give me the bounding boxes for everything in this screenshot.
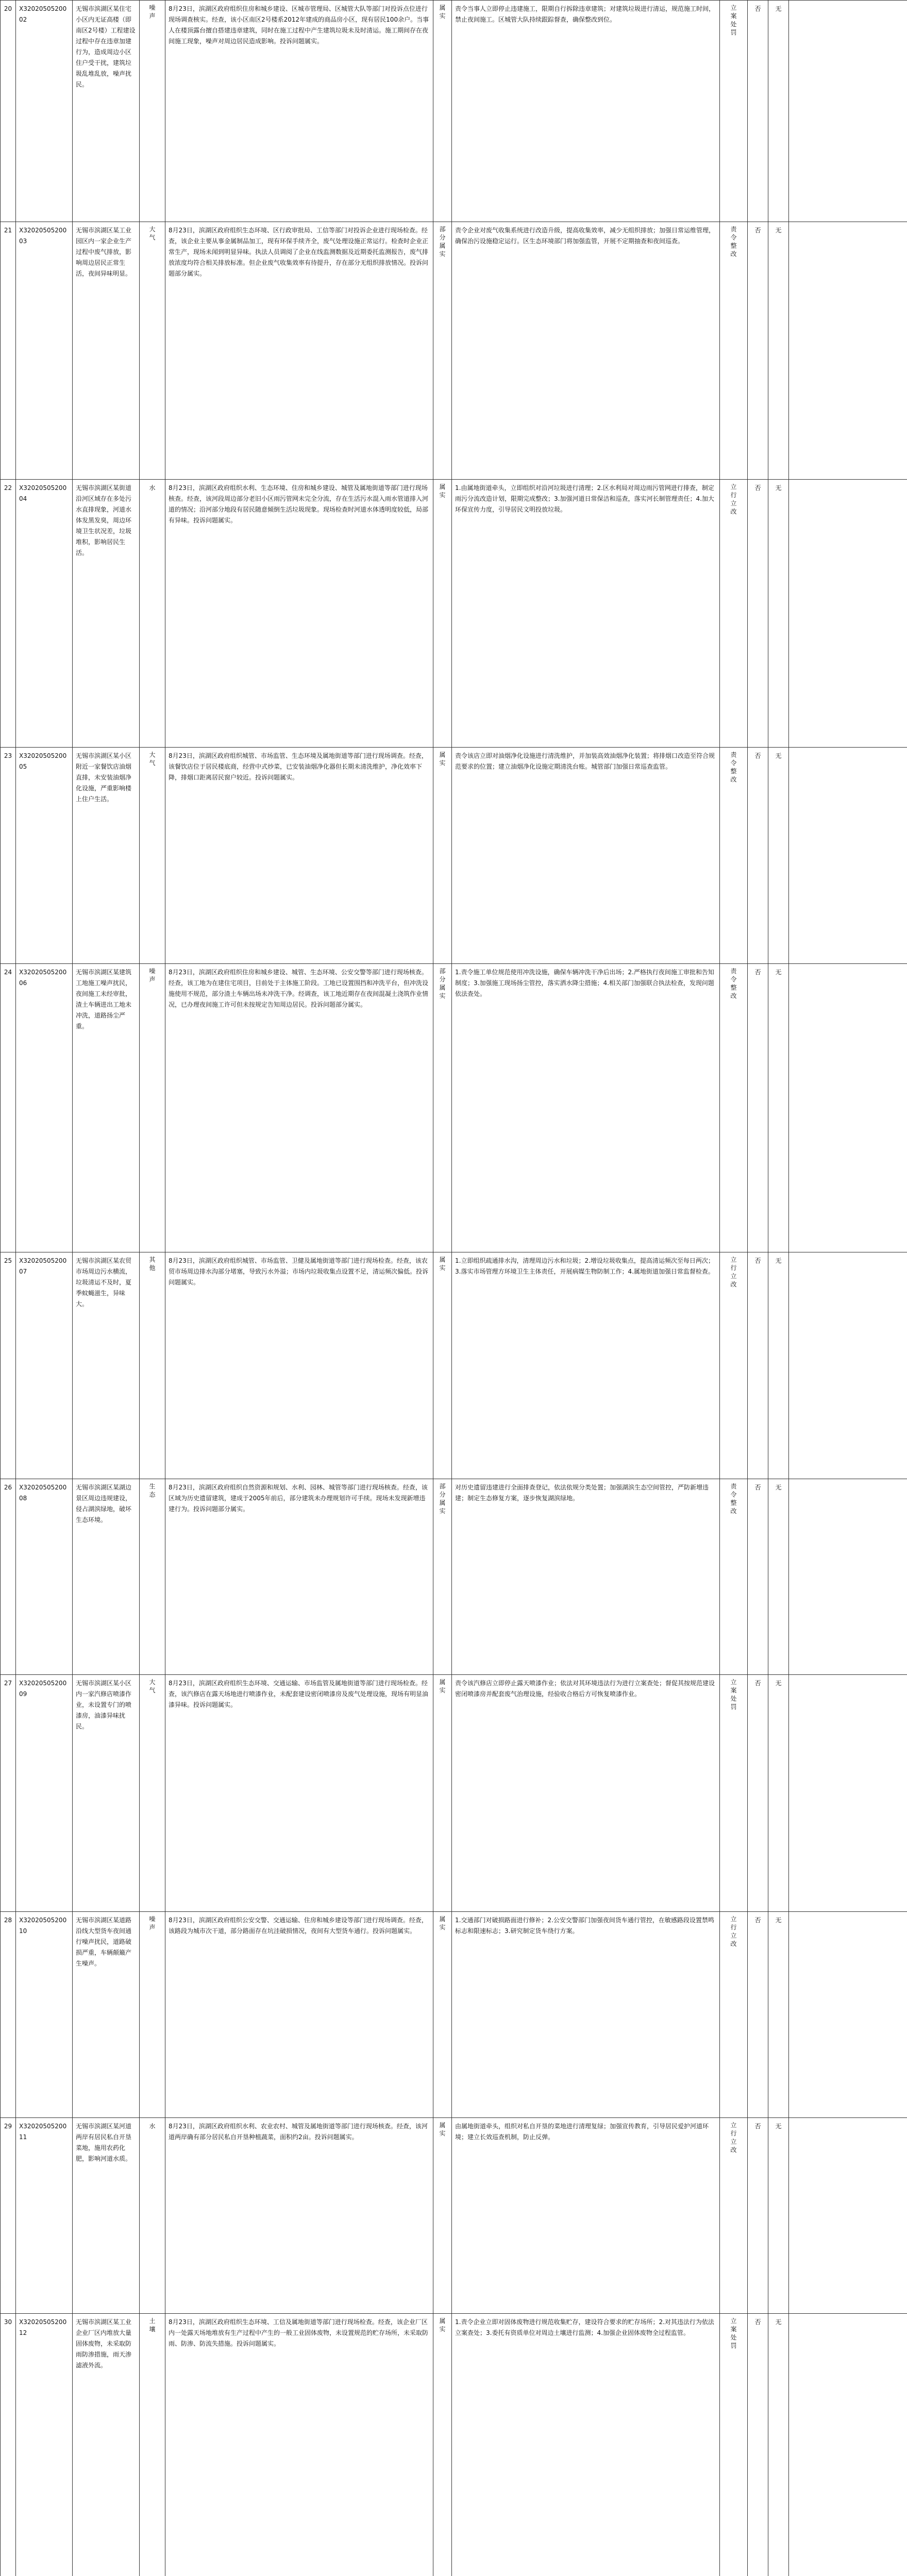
- accountability-flag-text: 否: [754, 752, 761, 759]
- accountability-flag: [748, 1675, 768, 1912]
- complaint-summary-text: 无锡市滨湖区某街道沿河区域存在多处污水直排现象，河道水体发黑发臭，周边环境卫生状况差，垃圾堆积，影响居民生活。: [76, 484, 132, 556]
- enforcement-status: [720, 2314, 748, 2576]
- verification-result: [433, 222, 452, 480]
- verification-detail-text: 8月23日，滨湖区政府组织自然资源和规划、水利、园林、城管等部门进行现场核查。经查，该区域为历史遗留建筑，建成于2005年前后，部分建筑未办理规划许可手续。现场未发现新增违建行为。投诉问题部分属实。: [169, 1484, 428, 1513]
- row-index-text: 26: [4, 1484, 12, 1491]
- complaint-summary: [73, 1912, 140, 2118]
- handling-measure: [452, 1252, 720, 1479]
- complaint-summary-text: 无锡市滨湖区某小区内一家汽修店喷漆作业，未设置专门的喷漆房，油漆异味扰民。: [76, 1680, 132, 1730]
- accountability-flag: [748, 964, 768, 1252]
- verification-detail-text: 8月23日，滨湖区政府组织城管、市场监管、卫健及属地街道等部门进行现场检查。经查，该农贸市场周边排水沟部分堵塞，导致污水外溢；市场内垃圾收集点设置不足，清运频次偏低。投诉问题属实。: [169, 1257, 429, 1286]
- verification-result: [433, 480, 452, 748]
- handling-measure: [452, 1675, 720, 1912]
- empty-cell: [789, 480, 907, 748]
- complaint-summary-text: 无锡市滨湖区某农贸市场周边污水横流，垃圾清运不及时，夏季蚊蝇滋生，异味大。: [76, 1257, 132, 1308]
- enforcement-status: [720, 1912, 748, 2118]
- complaint-summary: [73, 2118, 140, 2314]
- enforcement-status-text: 责令整改: [730, 226, 737, 258]
- handling-measure-text: 1.责令企业立即对固体废物进行规范收集贮存，建设符合要求的贮存场所；2.对其违法行为依法立案查处；3.委托有资质单位对周边土壤进行监测；4.加强企业固体废物全过程监管。: [455, 2318, 714, 2336]
- handling-measure: [452, 964, 720, 1252]
- pollution-type: [140, 748, 165, 964]
- complaint-code: [16, 1479, 73, 1675]
- handling-measure-text: 责令企业对废气收集系统进行改造升级，提高收集效率，减少无组织排放；加强日常运维管理，确保治污设施稳定运行。区生态环境部门将加强监管，开展不定期抽查和夜间巡查。: [455, 227, 715, 245]
- pollution-type: [140, 2118, 165, 2314]
- verification-result: [433, 964, 452, 1252]
- empty-cell: [789, 1675, 907, 1912]
- verification-detail-text: 8月23日，滨湖区政府组织住房和城乡建设、城管、生态环境、公安交警等部门进行现场核查。经查，该工地为在建住宅项目，目前处于主体施工阶段。工地已设置围挡和冲洗平台，但冲洗设施使用不规范，部分渣土车辆出场未冲洗干净。经调查，该工地近期存在夜间混凝土浇筑作业情况，已办理夜间施工许可但未按规定告知周边居民。投诉问题部分属实。: [169, 969, 429, 1008]
- accountability-flag-text: 否: [754, 2123, 761, 2130]
- verification-result-text: 属实: [439, 2317, 446, 2333]
- row-index-text: 27: [4, 1680, 12, 1687]
- pollution-type: [140, 964, 165, 1252]
- empty-cell: [789, 2314, 907, 2576]
- remark-text: 无: [775, 1917, 782, 1924]
- verification-detail: [165, 2118, 433, 2314]
- handling-measure: [452, 1912, 720, 2118]
- pollution-type: [140, 1675, 165, 1912]
- verification-detail-text: 8月23日，滨湖区政府组织生态环境、工信及属地街道等部门进行现场检查。经查，该企业厂区内一处露天场地堆放有生产过程中产生的一般工业固体废物，未设置规范的贮存场所，未采取防雨、防渗、防流失措施。投诉问题属实。: [169, 2318, 429, 2347]
- pollution-type: [140, 1252, 165, 1479]
- enforcement-status: [720, 748, 748, 964]
- complaint-code: [16, 964, 73, 1252]
- complaint-summary: [73, 1252, 140, 1479]
- complaint-code: [16, 748, 73, 964]
- handling-measure-text: 责令该汽修店立即停止露天喷漆作业；依法对其环境违法行为进行立案查处；督促其按规范建设密闭喷漆房并配套废气治理设施，经验收合格后方可恢复喷漆作业。: [455, 1680, 715, 1698]
- verification-result-text: 属实: [439, 1679, 446, 1694]
- enforcement-status-text: 责令整改: [730, 751, 737, 783]
- verification-result-text: 属实: [439, 1916, 446, 1931]
- empty-cell: [789, 1479, 907, 1675]
- handling-measure-text: 1.立即组织疏通排水沟，清理周边污水和垃圾；2.增设垃圾收集点，提高清运频次至每日两次；3.落实市场管理方环境卫生主体责任，开展病媒生物防制工作；4.属地街道加强日常监督检查。: [455, 1257, 714, 1275]
- row-index: [1, 964, 16, 1252]
- table-row: [1, 2314, 907, 2576]
- empty-cell: [789, 1912, 907, 2118]
- pollution-type: [140, 1, 165, 222]
- remark-text: 无: [775, 227, 782, 234]
- table-row: [1, 1675, 907, 1912]
- remark: [768, 1252, 789, 1479]
- verification-result-text: 属实: [439, 751, 446, 767]
- enforcement-status: [720, 1479, 748, 1675]
- complaint-summary-text: 无锡市滨湖区某住宅小区内无证高楼（即南区2号楼）工程建设过程中存在违章加建行为，造成周边小区住户受干扰，建筑垃圾乱堆乱放，噪声扰民。: [76, 5, 136, 88]
- verification-result-text: 属实: [439, 2122, 446, 2137]
- remark: [768, 1479, 789, 1675]
- handling-measure-text: 对历史遗留违建进行全面排查登记，依法依规分类处置；加强湖滨生态空间管控，严防新增违建；制定生态修复方案，逐步恢复湖滨绿地。: [455, 1484, 709, 1502]
- complaint-code-text: X3202050520005: [19, 752, 67, 770]
- complaint-code: [16, 2118, 73, 2314]
- row-index-text: 25: [4, 1257, 12, 1264]
- enforcement-status-text: 立行立改: [730, 2122, 737, 2154]
- verification-detail: [165, 2314, 433, 2576]
- enforcement-status: [720, 480, 748, 748]
- remark-text: 无: [775, 484, 782, 492]
- verification-detail-text: 8月23日，滨湖区政府组织城管、市场监管、生态环境及属地街道等部门进行现场调查。经查，该餐饮店位于居民楼底商，经营中式炒菜，已安装油烟净化器但长期未清洗维护，净化效率下降，排烟口距离居民窗户较近。投诉问题属实。: [169, 752, 428, 781]
- verification-result-text: 部分属实: [439, 1483, 446, 1515]
- pollution-type-text: 生态: [149, 1483, 156, 1498]
- complaint-code-text: X3202050520007: [19, 1257, 67, 1275]
- enforcement-status-text: 立案处罚: [730, 4, 737, 36]
- table-row: [1, 748, 907, 964]
- remark: [768, 1912, 789, 2118]
- row-index: [1, 1, 16, 222]
- complaint-code-text: X3202050520002: [19, 5, 67, 23]
- empty-cell: [789, 1252, 907, 1479]
- pollution-type-text: 其他: [149, 1256, 156, 1272]
- verification-detail: [165, 748, 433, 964]
- accountability-flag: [748, 1479, 768, 1675]
- verification-result: [433, 1912, 452, 2118]
- accountability-flag-text: 否: [754, 484, 761, 492]
- pollution-type-text: 土壤: [149, 2317, 156, 2333]
- handling-measure-text: 1.责令施工单位规范使用冲洗设施，确保车辆冲洗干净后出场；2.严格执行夜间施工审批和告知制度；3.加强施工现场扬尘管控，落实洒水降尘措施；4.相关部门加强联合执法检查，发现问题依法查处。: [455, 969, 714, 997]
- accountability-flag-text: 否: [754, 5, 761, 12]
- complaint-code-text: X3202050520012: [19, 2318, 67, 2336]
- complaint-code: [16, 1675, 73, 1912]
- empty-cell: [789, 964, 907, 1252]
- enforcement-status-text: 立案处罚: [730, 2317, 737, 2349]
- row-index-text: 28: [4, 1917, 12, 1924]
- complaint-summary: [73, 964, 140, 1252]
- complaint-code-text: X3202050520004: [19, 484, 67, 502]
- handling-measure-text: 1.由属地街道牵头，立即组织对沿河垃圾进行清理；2.区水利局对周边雨污管网进行排查，制定雨污分流改造计划，限期完成整改；3.加强河道日常保洁和巡查，落实河长制管理责任；4.加大环保宣传力度，引导居民文明投放垃圾。: [455, 484, 714, 513]
- table-row: [1, 2118, 907, 2314]
- row-index: [1, 480, 16, 748]
- verification-result-text: 部分属实: [439, 226, 446, 258]
- verification-detail-text: 8月23日，滨湖区政府组织水利、农业农村、城管及属地街道等部门进行现场核查。经查，该河道两岸确有部分居民私自开垦种植蔬菜，面积约2亩。投诉问题属实。: [169, 2123, 428, 2141]
- empty-cell: [789, 748, 907, 964]
- handling-measure-text: 责令该店立即对油烟净化设施进行清洗维护，并加装高效油烟净化装置；将排烟口改造至符合规范要求的位置；建立油烟净化设施定期清洗台账。城管部门加强日常巡查监管。: [455, 752, 715, 770]
- accountability-flag-text: 否: [754, 227, 761, 234]
- remark-text: 无: [775, 2123, 782, 2130]
- verification-detail: [165, 1675, 433, 1912]
- handling-measure: [452, 1, 720, 222]
- accountability-flag-text: 否: [754, 969, 761, 976]
- accountability-flag: [748, 480, 768, 748]
- handling-measure: [452, 748, 720, 964]
- accountability-flag-text: 否: [754, 1917, 761, 1924]
- complaint-summary-text: 无锡市滨湖区某工业园区内一家企业生产过程中废气排放，影响周边居民正常生活，夜间异味明显。: [76, 227, 132, 277]
- verification-result: [433, 1675, 452, 1912]
- table-row: [1, 480, 907, 748]
- enforcement-status: [720, 1, 748, 222]
- remark-text: 无: [775, 5, 782, 12]
- verification-result: [433, 1, 452, 222]
- complaint-code: [16, 480, 73, 748]
- accountability-flag-text: 否: [754, 2318, 761, 2326]
- accountability-flag: [748, 2314, 768, 2576]
- row-index-text: 21: [4, 227, 12, 234]
- pollution-type-text: 水: [149, 2123, 156, 2130]
- complaint-summary: [73, 1479, 140, 1675]
- remark: [768, 2118, 789, 2314]
- enforcement-status: [720, 1252, 748, 1479]
- row-index-text: 24: [4, 969, 12, 976]
- handling-measure-text: 1.交通部门对破损路面进行修补；2.公安交警部门加强夜间货车通行管控，在敏感路段设置禁鸣标志和限速标志；3.研究制定货车绕行方案。: [455, 1917, 714, 1935]
- verification-detail: [165, 1252, 433, 1479]
- row-index-text: 22: [4, 484, 12, 492]
- accountability-flag: [748, 1912, 768, 2118]
- complaint-code-text: X3202050520006: [19, 969, 67, 987]
- row-index: [1, 1675, 16, 1912]
- remark-text: 无: [775, 969, 782, 976]
- complaint-summary: [73, 480, 140, 748]
- complaint-summary-text: 无锡市滨湖区某湖边景区周边违规建设，侵占湖滨绿地，破坏生态环境。: [76, 1484, 132, 1523]
- table-row: [1, 1912, 907, 2118]
- complaint-summary: [73, 1, 140, 222]
- complaint-code-text: X3202050520010: [19, 1917, 67, 1935]
- handling-measure: [452, 1479, 720, 1675]
- pollution-type: [140, 480, 165, 748]
- accountability-flag: [748, 748, 768, 964]
- row-index-text: 20: [4, 5, 12, 12]
- verification-result-text: 属实: [439, 4, 446, 20]
- remark-text: 无: [775, 752, 782, 759]
- row-index: [1, 1912, 16, 2118]
- accountability-flag: [748, 222, 768, 480]
- pollution-type-text: 大气: [149, 226, 156, 241]
- verification-detail: [165, 964, 433, 1252]
- complaint-summary-text: 无锡市滨湖区某建筑工地施工噪声扰民，夜间施工未经审批，渣土车辆进出工地未冲洗，道路扬尘严重。: [76, 969, 132, 1030]
- verification-result: [433, 2314, 452, 2576]
- table-row: [1, 964, 907, 1252]
- enforcement-status-text: 责令整改: [730, 968, 737, 999]
- enforcement-status-text: 责令整改: [730, 1483, 737, 1515]
- verification-detail: [165, 1479, 433, 1675]
- remark: [768, 2314, 789, 2576]
- complaint-code: [16, 222, 73, 480]
- row-index-text: 29: [4, 2123, 12, 2130]
- remark-text: 无: [775, 1680, 782, 1687]
- accountability-flag: [748, 1, 768, 222]
- complaint-code: [16, 1252, 73, 1479]
- handling-measure: [452, 222, 720, 480]
- enforcement-status: [720, 2118, 748, 2314]
- pollution-type-text: 噪声: [149, 1916, 156, 1931]
- complaint-code: [16, 2314, 73, 2576]
- verification-detail-text: 8月23日，滨湖区政府组织住房和城乡建设、区城市管理局、区城管大队等部门对投诉点位进行现场调查核实。经查，该小区南区2号楼系2012年建成的商品房小区，现有居民100余户。当事人在楼顶露台擅自搭建违章建筑，同时在施工过程中产生建筑垃圾未及时清运。施工期间存在夜间施工现象，噪声对周边居民造成影响。投诉问题属实。: [169, 5, 429, 45]
- empty-cell: [789, 222, 907, 480]
- verification-detail-text: 8月23日，滨湖区政府组织水利、生态环境、住房和城乡建设、城管及属地街道等部门进行现场核查。经查，该河段周边部分老旧小区雨污管网未完全分流，存在生活污水混入雨水管道排入河道的情况；沿河部分地段有居民随意倾倒生活垃圾现象。现场检查时河道水体透明度较低，局部有异味。投诉问题属实。: [169, 484, 429, 524]
- verification-result: [433, 1252, 452, 1479]
- row-index-text: 23: [4, 752, 12, 759]
- handling-measure-text: 责令当事人立即停止违建施工，限期自行拆除违章建筑；对建筑垃圾进行清运，规范施工时间，禁止夜间施工。区城管大队持续跟踪督查，确保整改到位。: [455, 5, 715, 23]
- complaint-summary-text: 无锡市滨湖区某道路沿线大型货车夜间通行噪声扰民，道路破损严重，车辆颠簸产生噪声。: [76, 1917, 132, 1967]
- complaint-summary-text: 无锡市滨湖区某工业企业厂区内堆放大量固体废物，未采取防雨防渗措施，雨天渗滤液外流。: [76, 2318, 132, 2369]
- verification-result: [433, 748, 452, 964]
- verification-result-text: 属实: [439, 1256, 446, 1272]
- remark: [768, 1675, 789, 1912]
- complaint-summary: [73, 1675, 140, 1912]
- verification-detail-text: 8月23日，滨湖区政府组织生态环境、交通运输、市场监管及属地街道等部门进行现场检查。经查，该汽修店在露天场地进行喷漆作业，未配套建设密闭喷漆房及废气处理设施，现场有明显油漆异味。投诉问题属实。: [169, 1680, 429, 1708]
- row-index: [1, 748, 16, 964]
- row-index-text: 30: [4, 2318, 12, 2326]
- enforcement-status: [720, 222, 748, 480]
- remark: [768, 964, 789, 1252]
- complaint-summary-text: 无锡市滨湖区某小区附近一家餐饮店油烟直排，未安装油烟净化设施，严重影响楼上住户生活。: [76, 752, 132, 803]
- complaint-code-text: X3202050520009: [19, 1680, 67, 1698]
- pollution-type-text: 大气: [149, 751, 156, 767]
- verification-result-text: 属实: [439, 483, 446, 499]
- accountability-flag-text: 否: [754, 1257, 761, 1264]
- remark: [768, 222, 789, 480]
- complaint-summary: [73, 2314, 140, 2576]
- complaint-summary-text: 无锡市滨湖区某河道两岸有居民私自开垦菜地，施用农药化肥，影响河道水质。: [76, 2123, 132, 2162]
- remark: [768, 1, 789, 222]
- remark-text: 无: [775, 2318, 782, 2326]
- verification-result: [433, 2118, 452, 2314]
- enforcement-status-text: 立行立改: [730, 1916, 737, 1947]
- complaint-code-text: X3202050520011: [19, 2123, 67, 2141]
- verification-detail: [165, 1, 433, 222]
- enforcement-status-text: 立行立改: [730, 1256, 737, 1288]
- complaint-summary: [73, 748, 140, 964]
- handling-measure: [452, 480, 720, 748]
- table-row: [1, 1252, 907, 1479]
- enforcement-status: [720, 1675, 748, 1912]
- empty-cell: [789, 2118, 907, 2314]
- complaint-summary: [73, 222, 140, 480]
- handling-measure: [452, 2314, 720, 2576]
- enforcement-status-text: 立案处罚: [730, 1679, 737, 1710]
- row-index: [1, 2314, 16, 2576]
- pollution-type: [140, 1912, 165, 2118]
- accountability-flag-text: 否: [754, 1680, 761, 1687]
- verification-detail: [165, 222, 433, 480]
- complaint-code-text: X3202050520003: [19, 227, 67, 245]
- complaint-code: [16, 1912, 73, 2118]
- accountability-flag: [748, 1252, 768, 1479]
- accountability-flag-text: 否: [754, 1484, 761, 1491]
- pollution-type-text: 大气: [149, 1679, 156, 1694]
- verification-detail: [165, 480, 433, 748]
- pollution-type: [140, 222, 165, 480]
- enforcement-status-text: 立行立改: [730, 483, 737, 515]
- remark: [768, 480, 789, 748]
- pollution-type-text: 噪声: [149, 4, 156, 20]
- remark-text: 无: [775, 1257, 782, 1264]
- remark-text: 无: [775, 1484, 782, 1491]
- row-index: [1, 222, 16, 480]
- table-row: [1, 1, 907, 222]
- pollution-type-text: 噪声: [149, 968, 156, 983]
- handling-measure: [452, 2118, 720, 2314]
- enforcement-status: [720, 964, 748, 1252]
- complaint-code-text: X3202050520008: [19, 1484, 67, 1502]
- pollution-type: [140, 1479, 165, 1675]
- verification-detail-text: 8月23日，滨湖区政府组织生态环境、区行政审批局、工信等部门对投诉企业进行现场检查。经查，该企业主要从事金属制品加工，现有环保手续齐全，废气处理设施正常运行。检查时企业正常生产，现场未闻到明显异味。执法人员调阅了企业在线监测数据及近期委托监测报告，废气排放浓度均符合相关排放标准。但企业废气收集效率有待提升，存在部分无组织排放情况。投诉问题部分属实。: [169, 227, 429, 277]
- verification-result-text: 部分属实: [439, 968, 446, 999]
- accountability-flag: [748, 2118, 768, 2314]
- complaint-code: [16, 1, 73, 222]
- verification-detail-text: 8月23日，滨湖区政府组织公安交警、交通运输、住房和城乡建设等部门进行现场调查。经查，该路段为城市次干道，部分路面存在坑洼破损情况，夜间有大型货车通行。投诉问题属实。: [169, 1917, 428, 1935]
- handling-measure-text: 由属地街道牵头，组织对私自开垦的菜地进行清理复绿；加强宣传教育，引导居民爱护河道环境；建立长效巡查机制，防止反弹。: [455, 2123, 709, 2141]
- row-index: [1, 1252, 16, 1479]
- remark: [768, 748, 789, 964]
- row-index: [1, 1479, 16, 1675]
- empty-cell: [789, 1, 907, 222]
- pollution-type: [140, 2314, 165, 2576]
- table-row: [1, 222, 907, 480]
- verification-result: [433, 1479, 452, 1675]
- row-index: [1, 2118, 16, 2314]
- pollution-type-text: 水: [149, 484, 156, 492]
- table-row: [1, 1479, 907, 1675]
- verification-detail: [165, 1912, 433, 2118]
